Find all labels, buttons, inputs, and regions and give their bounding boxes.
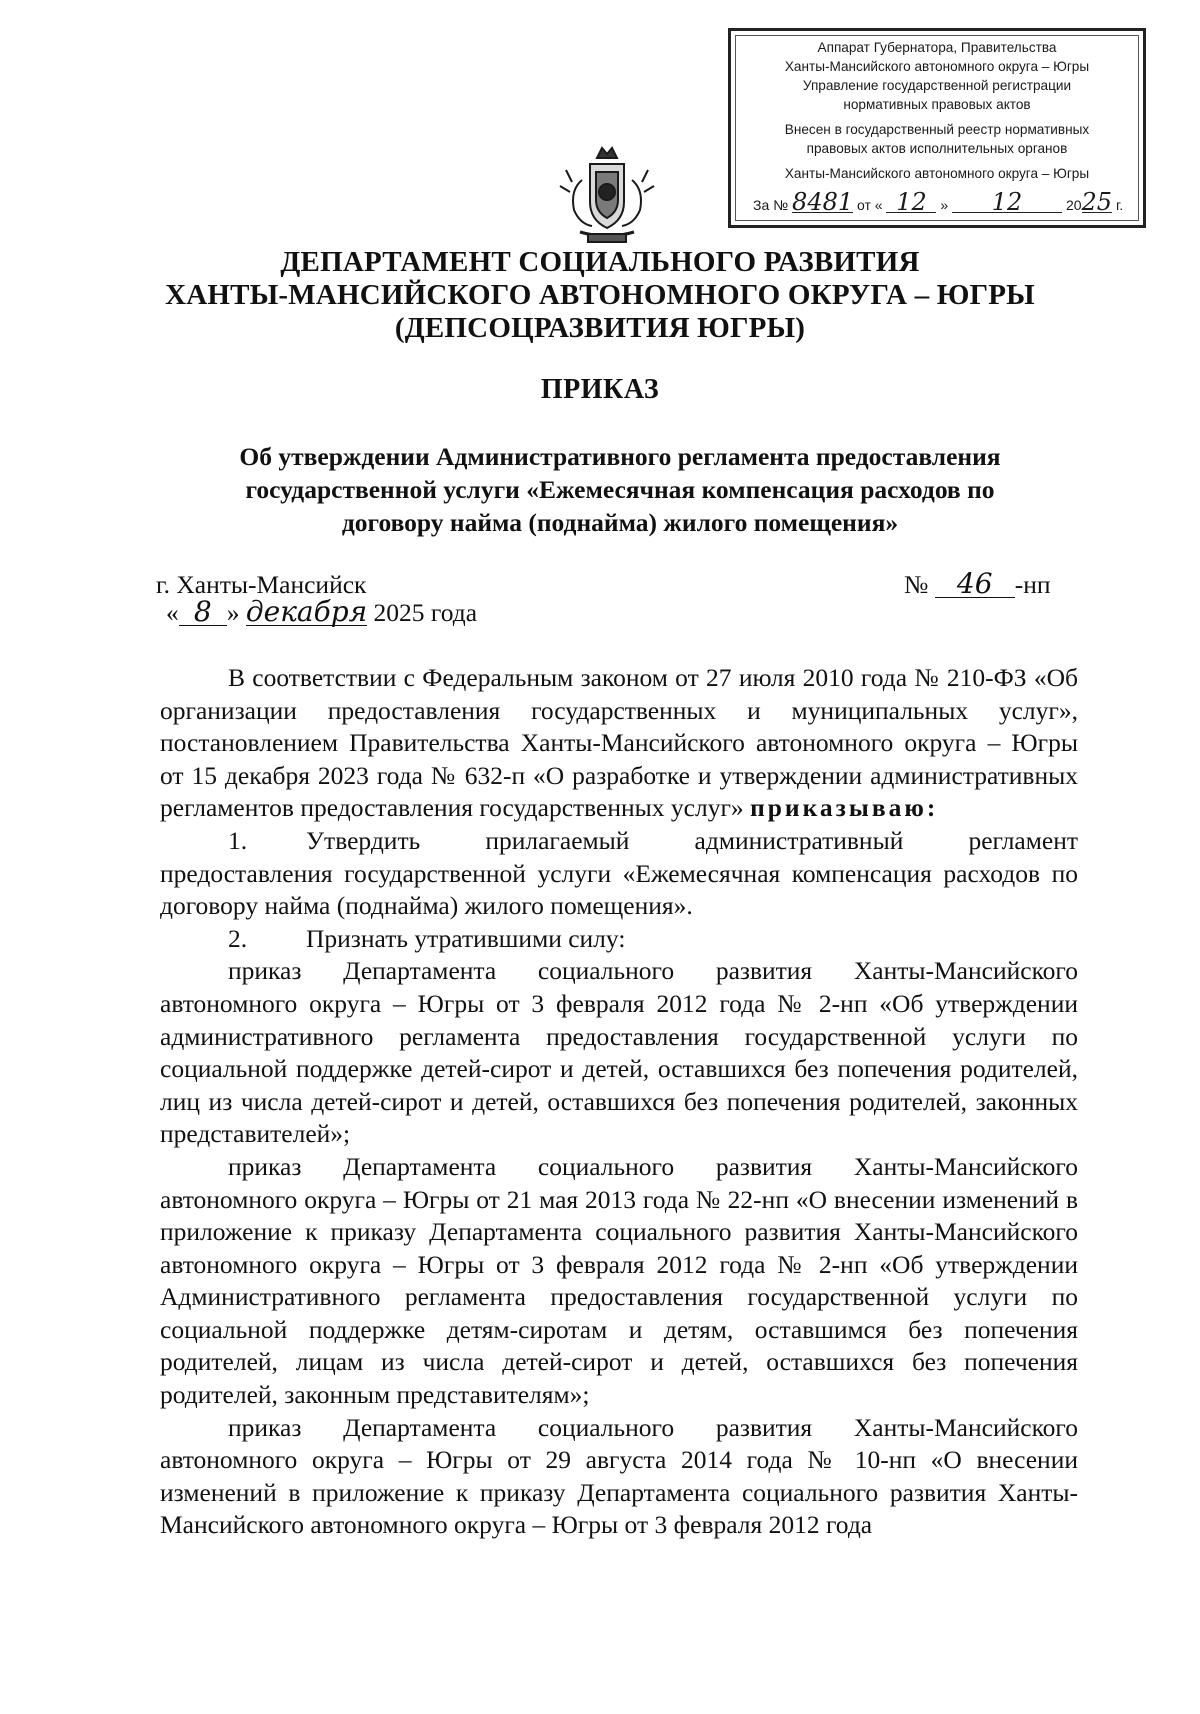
stamp-line: Ханты-Мансийского автономного округа – Югры: [784, 166, 1090, 181]
stamp-reg-prefix: За №: [753, 197, 789, 213]
number-value: 46: [935, 571, 1015, 598]
header-line: ХАНТЫ-МАНСИЙСКОГО АВТОНОМНОГО ОКРУГА – ЮГРЫ: [165, 279, 1035, 311]
stamp-reg-number: 8481: [792, 188, 854, 216]
repealed-order-paragraph: приказ Департамента социального развития Ханты-Мансийского автономного округа – Югры от 21 мая 2013 года № 22-нп «О внесении изменений в приложение к приказу Департамента социального развития Ханты-Мансийского автономного округа – Югры от 3 февраля 2012 года № 2-нп «Об утверждении Административного регламента предоставления государственной услуги по социальной поддержке детям-сиротам и детям, оставшимся без попечения родителей, лицам из числа детей-сирот и детей, оставшихся без попечения родителей, законным представителям»;: [160, 1151, 1078, 1410]
date-year: 2025 года: [373, 598, 478, 627]
stamp-reg-quote: »: [940, 197, 949, 213]
preamble-text: В соответствии с Федеральным законом от 27 июля 2010 года № 210-ФЗ «Об организации предоставления государственных и муниципальных услуг», постановлением Правительства Ханты-Мансийского автономного округа – Югры от 15 декабря 2023 года № 632-п «О разработке и утверждении административных регламентов предоставления государственных услуг»: [160, 663, 1078, 823]
item-text: Признать утратившими силу:: [306, 923, 626, 953]
stamp-reg-day: 12: [886, 192, 936, 213]
repealed-order-paragraph: приказ Департамента социального развития Ханты-Мансийского автономного округа – Югры от 3 февраля 2012 года № 2-нп «Об утверждении административного регламента предоставления государственной услуги по социальной поддержке детей-сирот и детей, оставшихся без попечения родителей, лиц из числа детей-сирот и детей, оставшихся без попечения родителей, законных представителей»;: [160, 956, 1078, 1149]
list-item: [160, 923, 1078, 956]
coat-of-arms-icon: [552, 140, 662, 250]
stamp-reg-year: 25: [1081, 188, 1113, 216]
preamble-paragraph: [160, 662, 1078, 825]
number-prefix: №: [904, 570, 929, 599]
number-suffix: -нп: [1014, 570, 1051, 599]
document-subject: [160, 440, 1080, 539]
stamp-line: Внесен в государственный реестр нормативных: [784, 122, 1090, 137]
date-day: 8: [179, 599, 227, 626]
item-number: 1.: [228, 825, 248, 855]
stamp-reg-year-unit: г.: [1115, 197, 1124, 213]
document-body: [160, 662, 1078, 1542]
stamp-reg-month: 12: [952, 192, 1062, 213]
item-number: 2.: [228, 923, 248, 953]
stamp-line: Управление государственной регистрации: [802, 78, 1072, 93]
stamp-registration-number: [753, 188, 1133, 216]
order-word: приказываю:: [750, 793, 939, 823]
document-number: [904, 567, 1051, 600]
document-place: г. Ханты-Мансийск: [156, 570, 367, 599]
stamp-line: правовых актов исполнительных органов: [806, 141, 1068, 156]
document-type: ПРИКАЗ: [540, 374, 660, 405]
department-header: [80, 246, 1120, 345]
item-text: Утвердить прилагаемый административный регламент предоставления государственной услуги «Ежемесячная компенсация расходов по договору найма (поднайма) жилого помещения».: [160, 825, 1078, 921]
date-open-quote: «: [166, 598, 179, 627]
subject-line: Об утверждении Административного регламента предоставления: [239, 442, 1001, 471]
stamp-reg-year-prefix: 20: [1065, 197, 1082, 213]
repealed-order-paragraph: приказ Департамента социального развития Ханты-Мансийского автономного округа – Югры от 29 августа 2014 года № 10-нп «О внесении изменений в приложение к приказу Департамента социального развития Ханты-Мансийского автономного округа – Югры от 3 февраля 2012 года: [160, 1412, 1078, 1540]
subject-line: государственной услуги «Ежемесячная компенсация расходов по: [245, 475, 995, 504]
stamp-line: нормативных правовых актов: [843, 97, 1031, 112]
header-line: ДЕПАРТАМЕНТ СОЦИАЛЬНОГО РАЗВИТИЯ: [280, 246, 920, 278]
stamp-reg-from: от «: [857, 197, 883, 213]
list-item: [160, 825, 1078, 923]
registration-stamp: [728, 28, 1146, 228]
header-line: (ДЕПСОЦРАЗВИТИЯ ЮГРЫ): [394, 312, 806, 344]
date-month: декабря: [245, 595, 368, 628]
stamp-line: Аппарат Губернатора, Правительства: [817, 40, 1057, 55]
subject-line: договору найма (поднайма) жилого помещения»: [341, 508, 899, 537]
stamp-line: Ханты-Мансийского автономного округа – Югры: [784, 59, 1090, 74]
document-date: [166, 595, 478, 628]
date-close-quote: »: [226, 598, 240, 627]
